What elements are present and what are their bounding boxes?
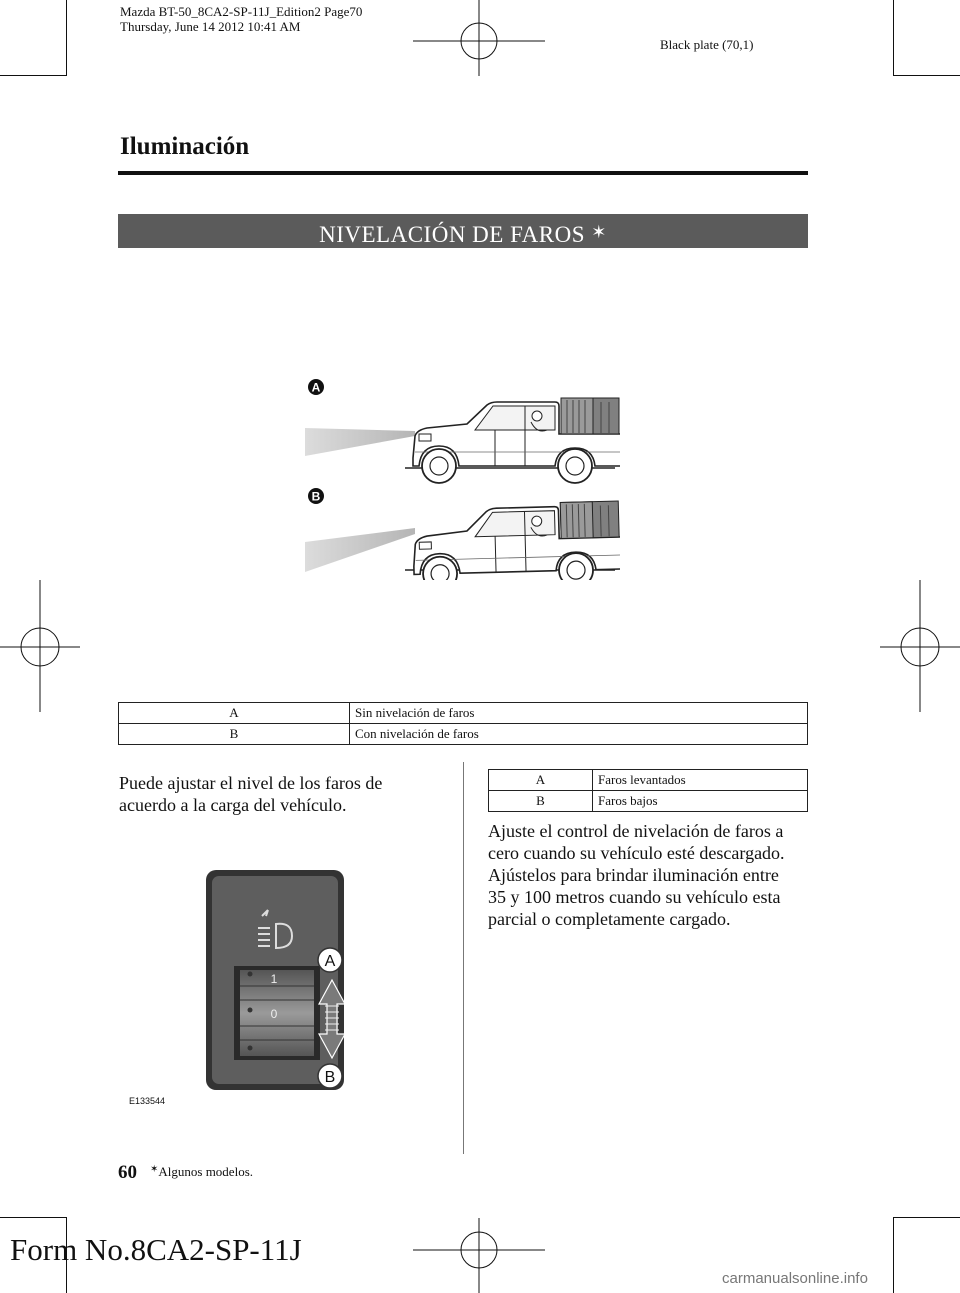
- intro-paragraph: [119, 772, 382, 816]
- column-divider: [463, 762, 464, 1154]
- legend-text: Con nivelación de faros: [350, 724, 808, 745]
- footnote: [150, 1164, 253, 1180]
- intro-line: Puede ajustar el nivel de los faros de: [119, 773, 383, 793]
- legend-key: B: [119, 724, 350, 745]
- optional-feature-star-icon: ✶: [591, 222, 607, 242]
- headlight-beam-figure: [305, 372, 620, 580]
- topic-banner: [118, 214, 808, 248]
- section-title: Iluminación: [120, 133, 250, 160]
- form-number: Form No.8CA2-SP-11J: [10, 1232, 302, 1267]
- switch-legend-table: [488, 769, 808, 812]
- legend-key: A: [119, 703, 350, 724]
- intro-line: acuerdo a la carga del vehículo.: [119, 795, 347, 815]
- figure-code: E133544: [129, 1096, 166, 1106]
- heading-rule: [118, 171, 808, 175]
- switch-label-a: A: [324, 953, 336, 970]
- legend-key: A: [489, 770, 593, 791]
- wheel-mark-1: 1: [270, 972, 278, 986]
- leveling-switch-figure: [200, 868, 350, 1092]
- instructions-line: Ajuste el control de nivelación de faros a: [488, 821, 784, 841]
- legend-key: B: [489, 791, 593, 812]
- table-row: [119, 724, 808, 745]
- legend-text: Faros bajos: [593, 791, 808, 812]
- banner-title: NIVELACIÓN DE FAROS: [319, 222, 586, 247]
- table-row: [119, 703, 808, 724]
- figure-b-leveled: [305, 488, 620, 580]
- instructions-line: cero cuando su vehículo esté descargado.: [488, 843, 785, 863]
- table-row: [489, 791, 808, 812]
- wheel-mark-0: 0: [270, 1007, 278, 1021]
- figure-label-a: A: [311, 380, 321, 395]
- print-info-line1: Mazda BT-50_8CA2-SP-11J_Edition2 Page70: [120, 4, 363, 19]
- instructions-line: 35 y 100 metros cuando su vehículo esta: [488, 887, 781, 907]
- watermark: carmanualsonline.info: [722, 1270, 868, 1287]
- page-number: 60: [118, 1162, 137, 1183]
- figure-label-b: B: [311, 489, 321, 504]
- table-row: [489, 770, 808, 791]
- legend-text: Sin nivelación de faros: [350, 703, 808, 724]
- footnote-star-icon: ✶: [150, 1164, 159, 1175]
- switch-label-b: B: [324, 1069, 336, 1086]
- legend-text: Faros levantados: [593, 770, 808, 791]
- instructions-line: parcial o completamente cargado.: [488, 909, 731, 929]
- figure-legend-table: [118, 702, 808, 745]
- plate-label: Black plate (70,1): [660, 37, 754, 52]
- instructions-paragraph: [488, 820, 785, 930]
- figure-a-unleveled: [305, 379, 620, 483]
- footnote-text: Algunos modelos.: [158, 1164, 254, 1179]
- print-info-line2: Thursday, June 14 2012 10:41 AM: [120, 19, 301, 34]
- instructions-line: Ajústelos para brindar iluminación entre: [488, 865, 779, 885]
